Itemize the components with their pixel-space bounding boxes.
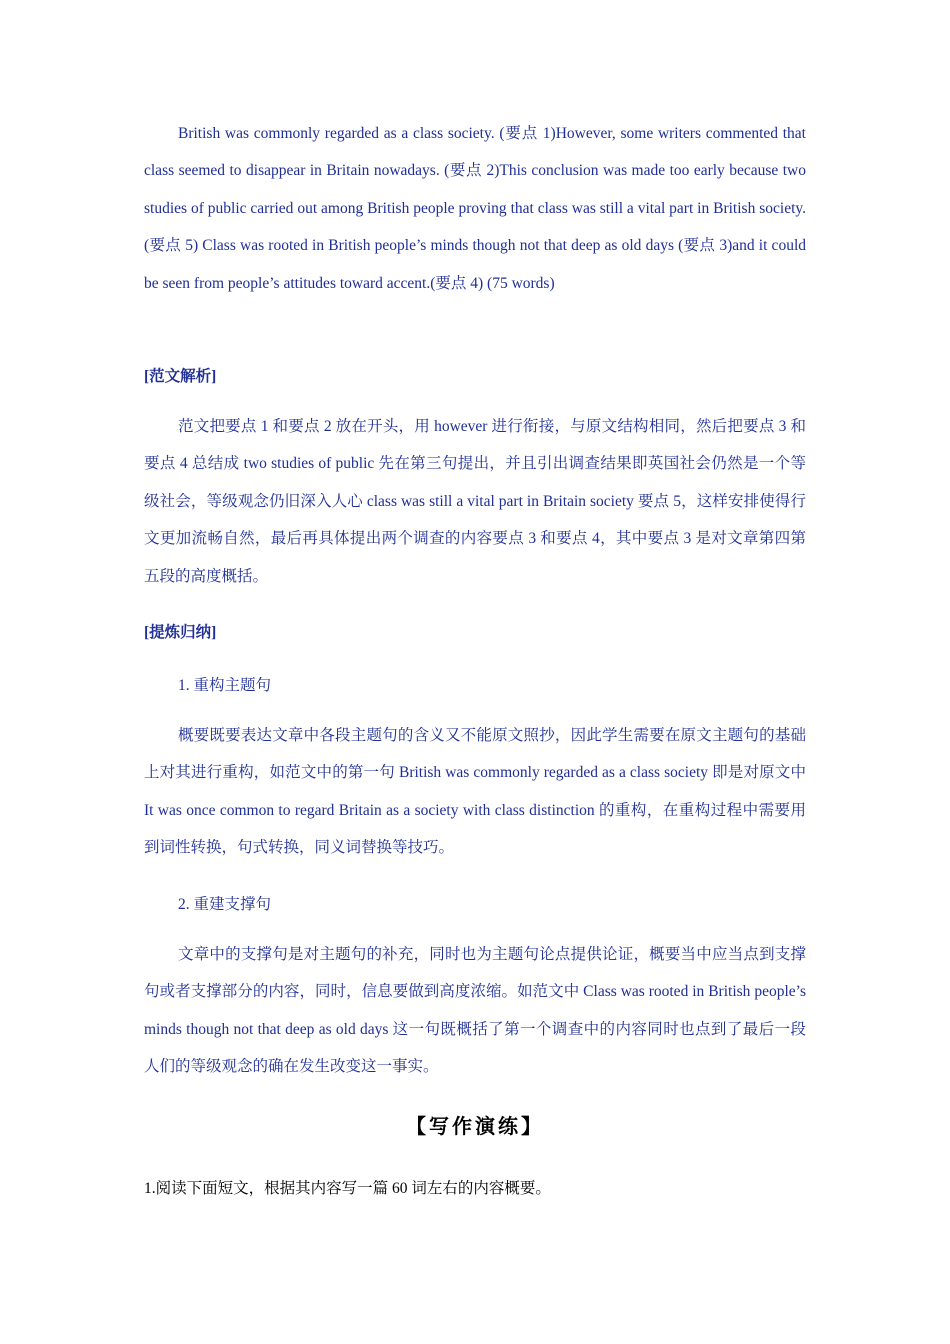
point2-body: 文章中的支撑句是对主题句的补充，同时也为主题句论点提供论证，概要当中应当点到支撑句或者支撑部分的内容，同时，信息要做到高度浓缩。如范文中 Class was rooted in British people’s minds though not that deep as old days 这一句既概括了第一个调查中的内容同时也点到了最后一段人们的等级观念的确在发生改变这一事实。 — [144, 946, 806, 1076]
point1-title: 1. 重构主题句 — [178, 677, 272, 694]
analysis-heading: [范文解析] — [144, 368, 217, 385]
point2-title: 2. 重建支撑句 — [178, 896, 272, 913]
summary-tips-heading: [提炼归纳] — [144, 624, 217, 641]
analysis-body: 范文把要点 1 和要点 2 放在开头，用 however 进行衔接，与原文结构相同，然后把要点 3 和要点 4 总结成 two studies of public 先在第三句提出，并且引出调查结果即英国社会仍然是一个等级社会，等级观念仍旧深入人心 class was still a vital part in Britain society 要点 5，这样安排使得行文更加流畅自然，最后再具体提出两个调查的内容要点 3 和要点 4，其中要点 3 是对文章第四第五段的高度概括。 — [144, 418, 806, 585]
practice-title: 【写作演练】 — [406, 1116, 544, 1138]
summary-paragraph: British was commonly regarded as a class society. (要点 1)However, some writers commented that class seemed to disappear in Britain nowadays. (要点 2)This conclusion was made too early because two studies of public carried out among British people proving that class was still a vital part in British society. (要点 5) Class was rooted in British people’s minds though not that deep as old days (要点 3)and it could be seen from people’s attitudes toward accent.(要点 4) (75 words) — [144, 125, 806, 292]
point1-body: 概要既要表达文章中各段主题句的含义又不能原文照抄，因此学生需要在原文主题句的基础上对其进行重构，如范文中的第一句 British was commonly regarded as a class society 即是对原文中 It was once common to regard Britain as a society with class distinction 的重构，在重构过程中需要用到词性转换，句式转换，同义词替换等技巧。 — [144, 727, 806, 857]
practice-task: 1.阅读下面短文，根据其内容写一篇 60 词左右的内容概要。 — [144, 1180, 551, 1197]
